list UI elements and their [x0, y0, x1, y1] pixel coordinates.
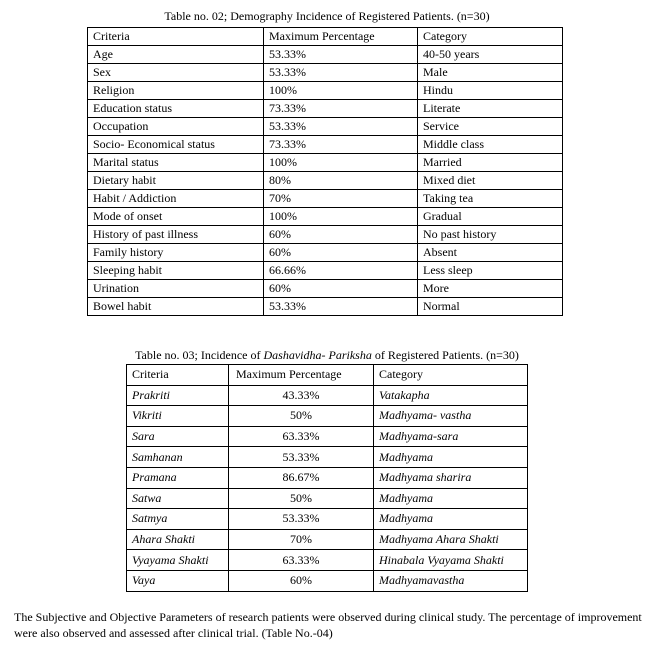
- column-header: Category: [418, 28, 563, 46]
- table-cell: 73.33%: [264, 100, 418, 118]
- table-cell: 60%: [229, 570, 374, 591]
- table-cell: Absent: [418, 244, 563, 262]
- table-cell: Religion: [88, 82, 264, 100]
- table-cell: Madhyama sharira: [374, 467, 528, 488]
- table-row: [127, 550, 528, 571]
- table-cell: 50%: [229, 406, 374, 427]
- table-row: [127, 488, 528, 509]
- table-cell: 63.33%: [229, 426, 374, 447]
- column-header: Category: [374, 365, 528, 386]
- table-cell: Taking tea: [418, 190, 563, 208]
- table-cell: 70%: [229, 529, 374, 550]
- table-row: [88, 172, 563, 190]
- dashavidha-pariksha-table: [126, 364, 528, 592]
- table-row: [127, 406, 528, 427]
- table-cell: Sleeping habit: [88, 262, 264, 280]
- table-row: [88, 64, 563, 82]
- table-cell: Marital status: [88, 154, 264, 172]
- table-cell: Service: [418, 118, 563, 136]
- table-cell: Ahara Shakti: [127, 529, 229, 550]
- table-cell: 60%: [264, 226, 418, 244]
- column-header: Maximum Percentage: [229, 365, 374, 386]
- table-cell: Age: [88, 46, 264, 64]
- table-cell: History of past illness: [88, 226, 264, 244]
- table-cell: Vaya: [127, 570, 229, 591]
- table-cell: 60%: [264, 244, 418, 262]
- table-cell: Urination: [88, 280, 264, 298]
- caption-prefix: Table no. 03; Incidence of: [135, 348, 264, 362]
- table-cell: Occupation: [88, 118, 264, 136]
- table-cell: Dietary habit: [88, 172, 264, 190]
- table-cell: Mixed diet: [418, 172, 563, 190]
- table-cell: Vatakapha: [374, 385, 528, 406]
- table-cell: Married: [418, 154, 563, 172]
- table-cell: No past history: [418, 226, 563, 244]
- table-cell: Madhyama: [374, 509, 528, 530]
- table-cell: Hindu: [418, 82, 563, 100]
- column-header: Criteria: [88, 28, 264, 46]
- table-row: [127, 467, 528, 488]
- column-header: Maximum Percentage: [264, 28, 418, 46]
- table-cell: 53.33%: [264, 46, 418, 64]
- table-row: [127, 529, 528, 550]
- table-cell: 60%: [264, 280, 418, 298]
- table-header-row: [127, 365, 528, 386]
- table-03-caption: [0, 348, 654, 363]
- table-row: [88, 280, 563, 298]
- table-cell: 66.66%: [264, 262, 418, 280]
- table-cell: Pramana: [127, 467, 229, 488]
- table-cell: 40-50 years: [418, 46, 563, 64]
- table-row: [88, 262, 563, 280]
- table-cell: 80%: [264, 172, 418, 190]
- table-cell: 86.67%: [229, 467, 374, 488]
- table-cell: Madhyama Ahara Shakti: [374, 529, 528, 550]
- table-cell: Education status: [88, 100, 264, 118]
- table-cell: Satwa: [127, 488, 229, 509]
- table-cell: Madhyama-sara: [374, 426, 528, 447]
- table-cell: 50%: [229, 488, 374, 509]
- table-row: [127, 426, 528, 447]
- table-row: [88, 100, 563, 118]
- table-cell: Vyayama Shakti: [127, 550, 229, 571]
- table-cell: Mode of onset: [88, 208, 264, 226]
- table-cell: Sara: [127, 426, 229, 447]
- table-cell: Socio- Economical status: [88, 136, 264, 154]
- table-row: [88, 298, 563, 316]
- table-header-row: [88, 28, 563, 46]
- table-cell: Satmya: [127, 509, 229, 530]
- table-cell: Madhyama: [374, 447, 528, 468]
- body-paragraph: The Subjective and Objective Parameters of research patients were observed during clinical study. The percentage of improvement were also observed and assessed after clinical trial. (Table No.-04): [14, 610, 642, 640]
- table-row: [127, 509, 528, 530]
- table-cell: 43.33%: [229, 385, 374, 406]
- table-cell: 100%: [264, 82, 418, 100]
- table-cell: Habit / Addiction: [88, 190, 264, 208]
- table-cell: Hinabala Vyayama Shakti: [374, 550, 528, 571]
- table-cell: 73.33%: [264, 136, 418, 154]
- table-02-caption: Table no. 02; Demography Incidence of Registered Patients. (n=30): [164, 9, 490, 23]
- table-cell: Madhyama: [374, 488, 528, 509]
- table-cell: Vikriti: [127, 406, 229, 427]
- table-row: [127, 447, 528, 468]
- caption-suffix: of Registered Patients. (n=30): [371, 348, 519, 362]
- table-cell: 53.33%: [229, 447, 374, 468]
- table-row: [88, 226, 563, 244]
- table-cell: More: [418, 280, 563, 298]
- table-cell: Literate: [418, 100, 563, 118]
- table-cell: 53.33%: [264, 118, 418, 136]
- table-cell: Prakriti: [127, 385, 229, 406]
- table-row: [88, 190, 563, 208]
- table-row: [88, 154, 563, 172]
- table-cell: Gradual: [418, 208, 563, 226]
- table-cell: Madhyama- vastha: [374, 406, 528, 427]
- table-cell: 53.33%: [264, 64, 418, 82]
- table-cell: Sex: [88, 64, 264, 82]
- table-cell: Family history: [88, 244, 264, 262]
- table-cell: Bowel habit: [88, 298, 264, 316]
- table-row: [127, 385, 528, 406]
- table-row: [88, 244, 563, 262]
- table-row: [88, 208, 563, 226]
- table-cell: Middle class: [418, 136, 563, 154]
- table-cell: 53.33%: [229, 509, 374, 530]
- table-row: [88, 118, 563, 136]
- table-cell: 100%: [264, 154, 418, 172]
- demography-table: [87, 27, 563, 316]
- table-row: [88, 136, 563, 154]
- table-cell: Male: [418, 64, 563, 82]
- table-row: [127, 570, 528, 591]
- table-cell: 53.33%: [264, 298, 418, 316]
- table-cell: Normal: [418, 298, 563, 316]
- table-cell: Madhyamavastha: [374, 570, 528, 591]
- table-row: [88, 82, 563, 100]
- table-cell: 63.33%: [229, 550, 374, 571]
- table-cell: 100%: [264, 208, 418, 226]
- table-cell: 70%: [264, 190, 418, 208]
- column-header: Criteria: [127, 365, 229, 386]
- caption-italic-term: Dashavidha- Pariksha: [263, 348, 372, 362]
- table-cell: Less sleep: [418, 262, 563, 280]
- table-row: [88, 46, 563, 64]
- table-cell: Samhanan: [127, 447, 229, 468]
